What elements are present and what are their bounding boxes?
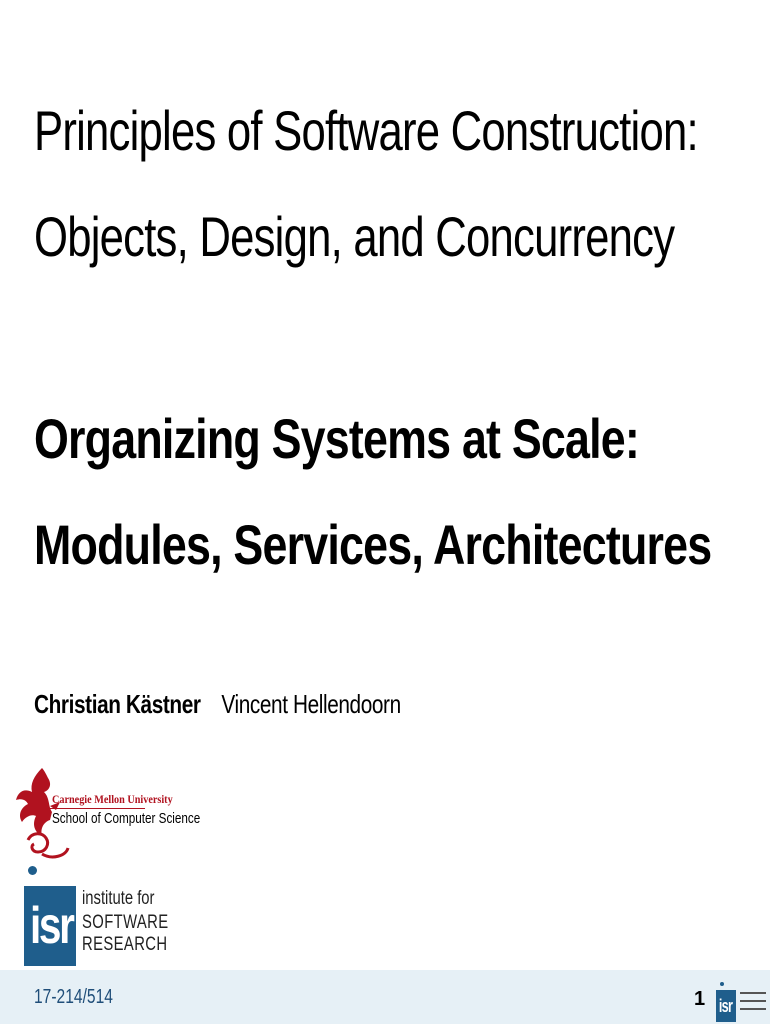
cmu-school: School of Computer Science (52, 810, 201, 827)
page-number: 1 (694, 988, 706, 1010)
authors (34, 684, 401, 724)
isr-line-3: RESEARCH (82, 934, 168, 955)
lecture-title (34, 386, 712, 598)
course-title-line-2: Objects, Design, and Concurrency (34, 205, 675, 268)
isr-mini-wordmark-icon (740, 992, 766, 1016)
isr-mini-logo-icon (716, 990, 736, 1022)
cmu-name: Carnegie Mellon University (52, 792, 173, 806)
lecture-title-line-2: Modules, Services, Architectures (34, 513, 712, 576)
isr-dot-icon (28, 866, 37, 875)
course-title (34, 78, 698, 290)
isr-mark: isr (30, 897, 73, 955)
lecture-title-line-1: Organizing Systems at Scale: (34, 407, 640, 470)
isr-line-1: institute for (82, 888, 155, 909)
isr-wordmark (82, 888, 169, 956)
author-name: Christian Kästner (34, 689, 201, 719)
footer-bar (0, 970, 770, 1024)
course-code: 17-214/514 (34, 986, 113, 1008)
isr-logo-icon (24, 886, 76, 966)
course-title-line-1: Principles of Software Construction: (34, 99, 698, 162)
author-name: Vincent Hellendoorn (221, 689, 401, 719)
isr-line-2: SOFTWARE (82, 912, 169, 933)
isr-mini-dot-icon (720, 982, 724, 986)
isr-mini-mark: isr (719, 996, 733, 1016)
cmu-divider (50, 808, 145, 809)
